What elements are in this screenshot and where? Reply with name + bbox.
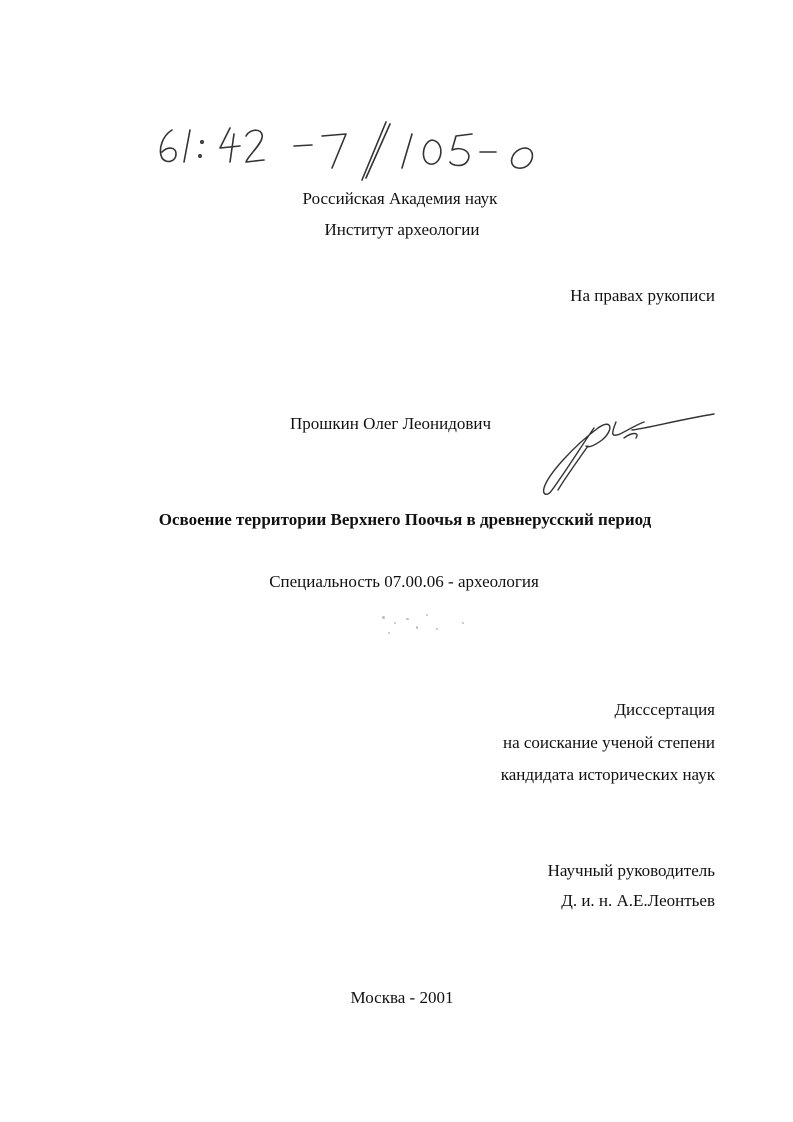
scan-speckle (372, 608, 482, 648)
degree-line-1: Дисссертация (614, 700, 715, 719)
handwritten-archive-code (150, 112, 570, 182)
author-signature (528, 402, 723, 502)
specialty: Специальность 07.00.06 - археология (269, 572, 539, 591)
advisor-name: Д. и. н. А.Е.Леонтьев (561, 891, 715, 910)
manuscript-note: На правах рукописи (570, 286, 715, 305)
degree-line-3: кандидата исторических наук (500, 765, 715, 784)
advisor-role: Научный руководитель (547, 861, 715, 880)
author-name: Прошкин Олег Леонидович (290, 414, 492, 433)
academy-name: Российская Академия наук (302, 189, 498, 208)
institute-name: Институт археологии (324, 220, 480, 239)
place-year: Москва - 2001 (350, 988, 454, 1007)
degree-line-2: на соискание ученой степени (502, 733, 715, 752)
dissertation-title: Освоение территории Верхнего Поочья в древнерусский период (158, 510, 652, 529)
